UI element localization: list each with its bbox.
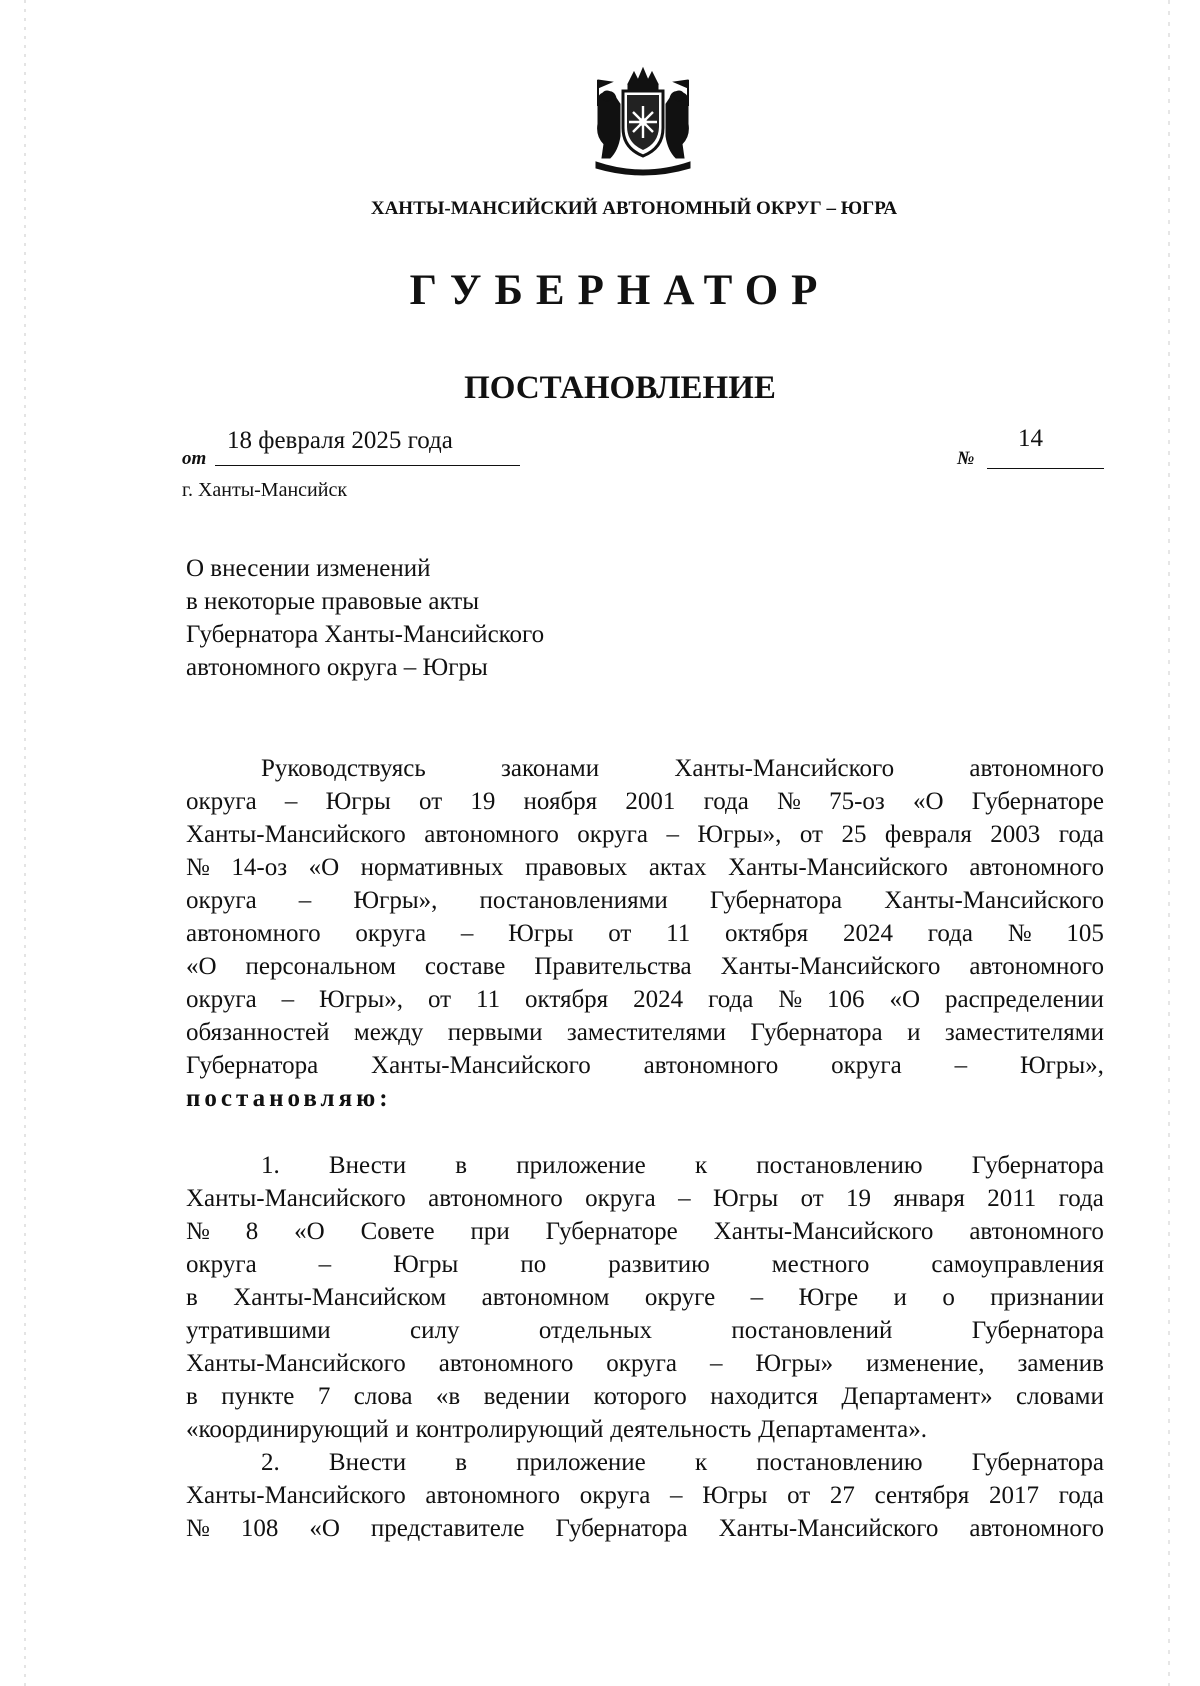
- word: автономного: [969, 755, 1104, 782]
- word: –: [670, 1482, 683, 1509]
- word: года: [703, 788, 749, 815]
- word: –: [284, 788, 298, 815]
- body-line: [186, 1016, 1104, 1049]
- decree-word: [186, 1082, 1104, 1115]
- subject-line: О внесении изменений: [186, 555, 431, 582]
- body-line: [186, 950, 1104, 983]
- word: №: [186, 1515, 210, 1542]
- word: №: [186, 854, 210, 881]
- word: в: [455, 1449, 468, 1476]
- word: автономного: [969, 1218, 1104, 1245]
- word: и: [395, 1416, 409, 1443]
- number-underline: [987, 468, 1104, 469]
- word: по: [520, 1251, 547, 1278]
- subject-line: автономного округа – Югры: [186, 654, 488, 681]
- word: от: [608, 920, 632, 947]
- word: Департамента».: [758, 1416, 927, 1443]
- word: к: [694, 1152, 708, 1179]
- word: Внести: [328, 1449, 407, 1476]
- word: к: [694, 1449, 708, 1476]
- word: от: [787, 1482, 811, 1509]
- word: Губернатора: [971, 1317, 1104, 1344]
- word: «О: [912, 788, 944, 815]
- word: автономного: [643, 1052, 779, 1079]
- body-line: [186, 1479, 1104, 1512]
- paragraph-gap: [186, 1115, 1104, 1149]
- word: 25: [841, 821, 867, 848]
- word: местного: [771, 1251, 870, 1278]
- word: 2024: [842, 920, 893, 947]
- word: автономного: [969, 1515, 1104, 1542]
- word: распределении: [944, 986, 1104, 1013]
- word: Правительства: [534, 953, 692, 980]
- word: 2011: [987, 1185, 1037, 1212]
- word: автономного: [428, 1185, 563, 1212]
- body-line: [186, 1215, 1104, 1248]
- word: автономного: [438, 1350, 574, 1377]
- word: «координирующий: [186, 1416, 389, 1443]
- word: Ханты-Мансийском: [233, 1284, 447, 1311]
- word: Ханты-Мансийского: [728, 854, 948, 881]
- word: Югры: [325, 788, 391, 815]
- word: постановлению: [756, 1152, 923, 1179]
- word: Югры»,: [697, 821, 782, 848]
- word: Югры: [702, 1482, 768, 1509]
- document-date: 18 февраля 2025 года: [227, 427, 453, 454]
- word: –: [750, 1284, 764, 1311]
- word: Ханты-Мансийского: [884, 887, 1104, 914]
- word: от: [800, 1185, 824, 1212]
- word: округа: [355, 920, 427, 947]
- body-line: [186, 1182, 1104, 1215]
- word: октября: [525, 986, 609, 1013]
- word: «О: [889, 986, 921, 1013]
- word: «О: [309, 1515, 340, 1542]
- word: развитию: [608, 1251, 710, 1278]
- word: самоуправления: [931, 1251, 1104, 1278]
- word: Югры: [393, 1251, 459, 1278]
- word: заместителями: [944, 1019, 1104, 1046]
- word: 1.: [261, 1152, 280, 1179]
- word: постановлений: [731, 1317, 893, 1344]
- document-number: 14: [1018, 425, 1043, 452]
- word: между: [353, 1019, 424, 1046]
- body-line: [186, 1380, 1104, 1413]
- governor-title: ГУБЕРНАТОР: [409, 267, 831, 314]
- word: округа: [186, 1251, 257, 1278]
- word: №: [778, 986, 803, 1013]
- word: приложение: [516, 1449, 646, 1476]
- word: 2017: [988, 1482, 1039, 1509]
- word: автономном: [481, 1284, 610, 1311]
- word: «О: [294, 1218, 325, 1245]
- word: контролирующий: [415, 1416, 604, 1443]
- word: 75-оз: [829, 788, 885, 815]
- word: Губернаторе: [971, 788, 1104, 815]
- word: Ханты-Мансийского: [186, 1482, 406, 1509]
- word: 2.: [261, 1449, 280, 1476]
- word: Ханты-Мансийского: [186, 1350, 406, 1377]
- word: Югре: [798, 1284, 859, 1311]
- word: 2024: [633, 986, 684, 1013]
- body-line: [186, 917, 1104, 950]
- word: года: [708, 986, 754, 1013]
- word: Ханты-Мансийского: [674, 755, 895, 782]
- word: Губернаторе: [545, 1218, 678, 1245]
- number-prefix-label: №: [957, 448, 975, 469]
- word: 11: [476, 986, 501, 1013]
- word: утратившими: [186, 1317, 331, 1344]
- word: –: [298, 887, 312, 914]
- word: Ханты-Мансийского: [720, 953, 941, 980]
- word: округа: [186, 788, 257, 815]
- word: постановлениями: [479, 887, 668, 914]
- word: законами: [501, 755, 600, 782]
- body-line: [186, 884, 1104, 917]
- body-line: [186, 1149, 1104, 1182]
- scan-edge-left: [24, 0, 26, 1686]
- word: и: [893, 1284, 907, 1311]
- word: деятельность: [610, 1416, 752, 1443]
- word: от: [799, 821, 823, 848]
- word: автономного: [969, 953, 1104, 980]
- word: постановлению: [756, 1449, 923, 1476]
- word: Руководствуясь: [261, 755, 426, 782]
- word: слова: [353, 1383, 413, 1410]
- decree-word-text: постановляю:: [186, 1085, 392, 1112]
- word: 108: [240, 1515, 279, 1542]
- word: –: [460, 920, 474, 947]
- body-line: [186, 1413, 1104, 1446]
- date-prefix-label: от: [182, 448, 207, 469]
- word: 8: [245, 1218, 259, 1245]
- word: силу: [410, 1317, 460, 1344]
- body-line: [186, 983, 1104, 1016]
- document-type-title: ПОСТАНОВЛЕНИЕ: [464, 370, 776, 406]
- body-line: [186, 1314, 1104, 1347]
- word: округа: [606, 1350, 677, 1377]
- word: октября: [725, 920, 809, 947]
- word: Ханты-Мансийского: [713, 1218, 934, 1245]
- subject-block: [186, 552, 544, 684]
- word: января: [893, 1185, 965, 1212]
- subject-line: в некоторые правовые акты: [186, 588, 480, 615]
- word: Губернатора: [555, 1515, 688, 1542]
- word: –: [318, 1251, 332, 1278]
- word: Ханты-Мансийского: [186, 821, 406, 848]
- word: правовых: [525, 854, 628, 881]
- word: «О: [186, 953, 217, 980]
- word: первыми: [447, 1019, 543, 1046]
- body-line: [186, 818, 1104, 851]
- word: года: [1058, 1482, 1104, 1509]
- word: нормативных: [360, 854, 504, 881]
- word: №: [186, 1218, 210, 1245]
- word: округа: [186, 887, 257, 914]
- word: 106: [827, 986, 865, 1013]
- date-underline: [215, 465, 520, 466]
- word: «О: [308, 854, 340, 881]
- word: составе: [424, 953, 506, 980]
- body-line: [186, 1446, 1104, 1479]
- word: округа: [585, 1185, 656, 1212]
- word: актах: [648, 854, 707, 881]
- body-line: [186, 752, 1104, 785]
- word: года: [927, 920, 973, 947]
- word: которого: [593, 1383, 687, 1410]
- word: Ханты-Мансийского: [718, 1515, 939, 1542]
- word: Югры»,: [353, 887, 438, 914]
- word: 11: [666, 920, 691, 947]
- word: ноября: [523, 788, 598, 815]
- word: о: [942, 1284, 955, 1311]
- word: 7: [317, 1383, 331, 1410]
- body-line: [186, 1049, 1104, 1082]
- word: Губернатора: [186, 1052, 319, 1079]
- word: года: [1058, 821, 1104, 848]
- word: Югры»: [755, 1350, 834, 1377]
- word: округа: [831, 1052, 902, 1079]
- word: Югры: [712, 1185, 779, 1212]
- word: автономного: [969, 854, 1104, 881]
- body-text: [186, 752, 1104, 1545]
- word: февраля: [884, 821, 972, 848]
- word: в: [186, 1284, 198, 1311]
- word: приложение: [516, 1152, 646, 1179]
- word: «в: [435, 1383, 461, 1410]
- word: округа: [577, 821, 648, 848]
- body-line: [186, 1347, 1104, 1380]
- word: округа: [579, 1482, 651, 1509]
- word: Югры»,: [319, 986, 404, 1013]
- word: округа: [186, 986, 257, 1013]
- word: –: [281, 986, 295, 1013]
- word: в: [455, 1152, 468, 1179]
- word: Губернатора: [971, 1449, 1104, 1476]
- word: представителе: [370, 1515, 525, 1542]
- body-line: [186, 1281, 1104, 1314]
- word: автономного: [424, 821, 559, 848]
- word: –: [709, 1350, 723, 1377]
- body-line: [186, 1248, 1104, 1281]
- word: заменив: [1017, 1350, 1104, 1377]
- word: пункте: [221, 1383, 295, 1410]
- coat-of-arms-emblem: [590, 66, 696, 176]
- word: находится: [710, 1383, 818, 1410]
- word: обязанностей: [186, 1019, 330, 1046]
- word: округе: [644, 1284, 716, 1311]
- word: при: [470, 1218, 510, 1245]
- word: сентября: [874, 1482, 970, 1509]
- word: автономного: [425, 1482, 561, 1509]
- word: –: [666, 821, 679, 848]
- word: персональном: [245, 953, 396, 980]
- word: 105: [1066, 920, 1104, 947]
- word: 2003: [990, 821, 1041, 848]
- word: года: [1058, 1185, 1104, 1212]
- scan-edge-right: [1168, 0, 1170, 1686]
- word: Губернатора: [709, 887, 843, 914]
- word: Ханты-Мансийского: [186, 1185, 406, 1212]
- word: Ханты-Мансийского: [371, 1052, 591, 1079]
- word: 27: [829, 1482, 855, 1509]
- word: №: [1007, 920, 1032, 947]
- body-line: [186, 851, 1104, 884]
- word: Департамент»: [841, 1383, 993, 1410]
- word: Югры: [508, 920, 574, 947]
- word: словами: [1016, 1383, 1104, 1410]
- word: 19: [846, 1185, 872, 1212]
- word: 14-оз: [231, 854, 288, 881]
- word: –: [678, 1185, 691, 1212]
- word: Внести: [328, 1152, 407, 1179]
- word: от: [427, 986, 452, 1013]
- word: Губернатора: [971, 1152, 1104, 1179]
- word: Губернатора: [750, 1019, 883, 1046]
- city-label: г. Ханты-Мансийск: [182, 479, 348, 501]
- word: в: [186, 1383, 198, 1410]
- body-line: [186, 785, 1104, 818]
- body-line: [186, 1512, 1104, 1545]
- word: –: [954, 1052, 968, 1079]
- word: отдельных: [538, 1317, 652, 1344]
- word: признании: [990, 1284, 1104, 1311]
- word: изменение,: [866, 1350, 985, 1377]
- word: от: [419, 788, 443, 815]
- word: 2001: [625, 788, 676, 815]
- word: и: [907, 1019, 921, 1046]
- word: заместителями: [566, 1019, 727, 1046]
- word: 19: [470, 788, 496, 815]
- word: ведении: [483, 1383, 571, 1410]
- region-title: ХАНТЫ-МАНСИЙСКИЙ АВТОНОМНЫЙ ОКРУГ – ЮГРА: [370, 198, 898, 219]
- subject-line: Губернатора Ханты-Мансийского: [186, 621, 545, 648]
- word: автономного: [186, 920, 321, 947]
- word: Югры»,: [1019, 1052, 1104, 1079]
- word: Совете: [360, 1218, 435, 1245]
- word: №: [777, 788, 801, 815]
